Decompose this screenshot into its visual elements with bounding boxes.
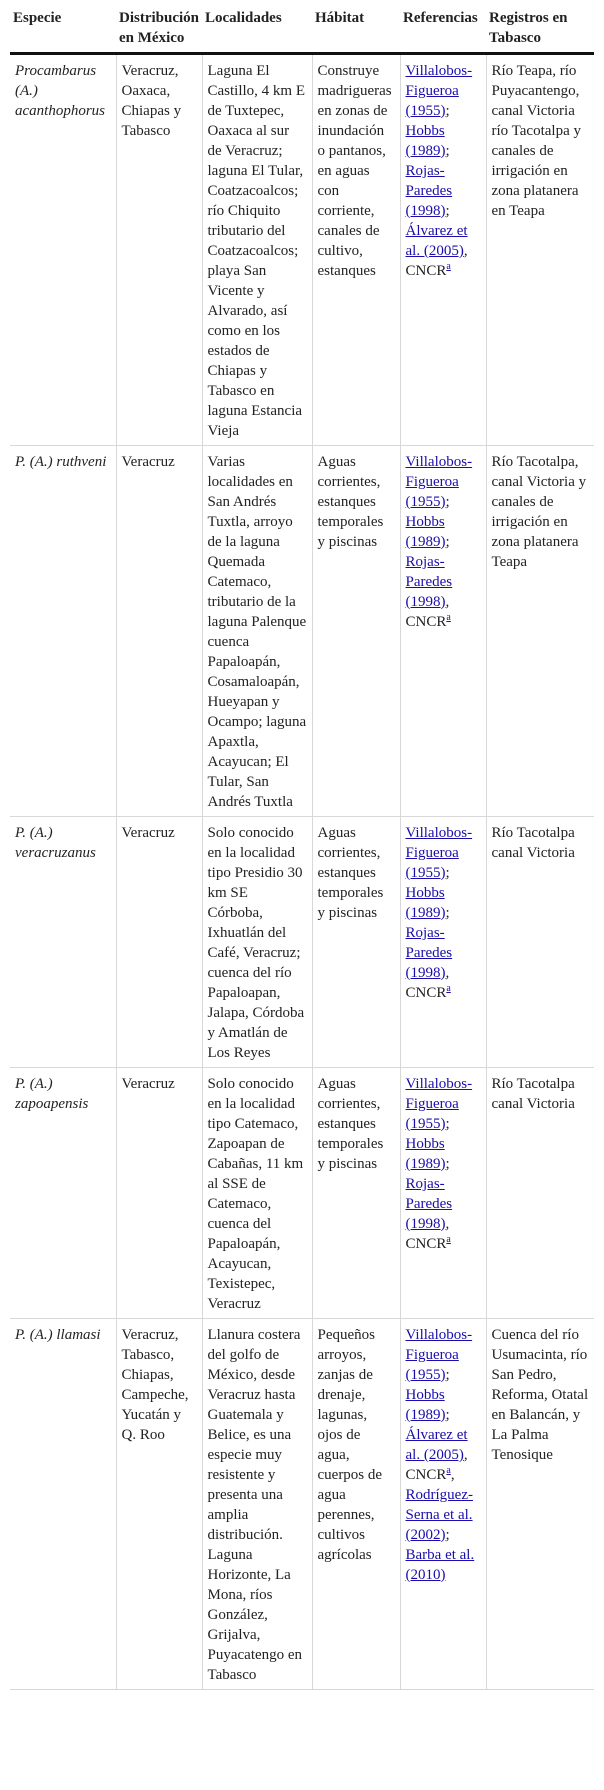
reference-link[interactable]: Villalobos-Figueroa (1955) [405, 1327, 473, 1383]
footnote-link[interactable]: a [446, 1465, 451, 1476]
header-localidades: Localidades [202, 6, 312, 54]
cell-registros: Río Tacotalpa, canal Victoria y canales de irrigación en zona platanera Teapa [486, 446, 594, 817]
reference-link[interactable]: Villalobos-Figueroa (1955) [405, 63, 473, 119]
cell-referencias: Villalobos-Figueroa (1955); Hobbs (1989); Rojas-Paredes (1998), CNCR$^a$ [400, 1068, 486, 1319]
cell-habitat: Aguas corrientes, estanques temporales y piscinas [312, 446, 400, 817]
cell-habitat: Construye madrigueras en zonas de inundación o pantanos, en aguas con corriente, canales de cultivo, estanques [312, 54, 400, 446]
reference-link[interactable]: Villalobos-Figueroa (1955) [405, 825, 473, 881]
reference-link[interactable]: Villalobos-Figueroa (1955) [405, 454, 473, 510]
reference-link[interactable]: Barba et al. (2010) [405, 1547, 475, 1583]
footnote-link[interactable]: a [446, 612, 451, 623]
cncr-label: CNCR [405, 1236, 447, 1252]
cell-distribucion: Veracruz, Oaxaca, Chiapas y Tabasco [116, 54, 202, 446]
footnote-link[interactable]: a [446, 261, 451, 272]
reference-link[interactable]: Álvarez et al. (2005) [405, 1427, 468, 1463]
table-body [10, 54, 594, 1690]
reference-link[interactable]: Villalobos-Figueroa (1955) [405, 1076, 473, 1132]
cell-especie: P. (A.) veracruzanus [10, 817, 116, 1068]
reference-link[interactable]: Álvarez et al. (2005) [405, 223, 468, 259]
cell-especie: P. (A.) llamasi [10, 1319, 116, 1690]
reference-link[interactable]: Rojas-Paredes (1998) [405, 1176, 453, 1232]
species-table [10, 6, 594, 1690]
cell-localidades: Varias localidades en San Andrés Tuxtla, arroyo de la laguna Quemada Catemaco, tributario de la laguna Palenque cuenca Papaloapán, Cosamaloapán, Hueyapan y Ocampo; laguna Apaxtla, Acayucan; El Tular, San Andrés Tuxtla [202, 446, 312, 817]
reference-link[interactable]: Hobbs (1989) [405, 514, 446, 550]
reference-link[interactable]: Hobbs (1989) [405, 1136, 446, 1172]
cell-referencias: Villalobos-Figueroa (1955); Hobbs (1989); Rojas-Paredes (1998), CNCR$^a$ [400, 446, 486, 817]
footnote-link[interactable]: a [446, 983, 451, 994]
footnote-link[interactable]: a [446, 1234, 451, 1245]
cncr-label: CNCR [405, 263, 447, 279]
header-registros: Registros en Tabasco [486, 6, 594, 54]
cell-especie: Procambarus (A.) acanthophorus [10, 54, 116, 446]
reference-link[interactable]: Hobbs (1989) [405, 885, 446, 921]
cell-registros: Río Tacotalpa canal Victoria [486, 1068, 594, 1319]
cell-registros: Río Tacotalpa canal Victoria [486, 817, 594, 1068]
reference-link[interactable]: Hobbs (1989) [405, 123, 446, 159]
table-row [10, 446, 594, 817]
cell-especie: P. (A.) zapoapensis [10, 1068, 116, 1319]
cell-registros: Río Teapa, río Puyacantengo, canal Victoria río Tacotalpa y canales de irrigación en zona platanera en Teapa [486, 54, 594, 446]
cell-habitat: Pequeños arroyos, zanjas de drenaje, lagunas, ojos de agua, cuerpos de agua perennes, cultivos agrícolas [312, 1319, 400, 1690]
cell-localidades: Solo conocido en la localidad tipo Catemaco, Zapoapan de Cabañas, 11 km al SSE de Catemaco, cuenca del Papaloapán, Acayucan, Texistepec, Veracruz [202, 1068, 312, 1319]
cell-especie: P. (A.) ruthveni [10, 446, 116, 817]
cell-referencias: Villalobos-Figueroa (1955); Hobbs (1989); Rojas-Paredes (1998); Álvarez et al. (2005), CNCR$^a$ [400, 54, 486, 446]
cell-localidades: Llanura costera del golfo de México, desde Veracruz hasta Guatemala y Belice, es una especie muy resistente y presenta una amplia distribución. Laguna Horizonte, La Mona, ríos González, Grijalva, Puyacatengo en Tabasco [202, 1319, 312, 1690]
table-row [10, 54, 594, 446]
cncr-label: CNCR [405, 614, 447, 630]
cell-habitat: Aguas corrientes, estanques temporales y piscinas [312, 1068, 400, 1319]
cell-distribucion: Veracruz [116, 446, 202, 817]
reference-link[interactable]: Rojas-Paredes (1998) [405, 554, 453, 610]
cell-distribucion: Veracruz, Tabasco, Chiapas, Campeche, Yucatán y Q. Roo [116, 1319, 202, 1690]
header-distribucion: Distribución en México [116, 6, 202, 54]
cncr-label: CNCR [405, 1467, 447, 1483]
cell-referencias: Villalobos-Figueroa (1955); Hobbs (1989); Álvarez et al. (2005), CNCR$^a$, Rodríguez-Serna et al. (2002); Barba et al. (2010) [400, 1319, 486, 1690]
cncr-label: CNCR [405, 985, 447, 1001]
table-row [10, 1068, 594, 1319]
cell-distribucion: Veracruz [116, 817, 202, 1068]
cell-habitat: Aguas corrientes, estanques temporales y piscinas [312, 817, 400, 1068]
header-habitat: Hábitat [312, 6, 400, 54]
reference-link[interactable]: Rojas-Paredes (1998) [405, 163, 453, 219]
reference-link[interactable]: Rodríguez-Serna et al. (2002) [405, 1487, 473, 1543]
reference-link[interactable]: Hobbs (1989) [405, 1387, 446, 1423]
table-row [10, 1319, 594, 1690]
reference-link[interactable]: Rojas-Paredes (1998) [405, 925, 453, 981]
cell-localidades: Solo conocido en la localidad tipo Presidio 30 km SE Córboba, Ixhuatlán del Café, Veracruz; cuenca del río Papaloapan, Jalapa, Córdoba y Amatlán de Los Reyes [202, 817, 312, 1068]
cell-referencias: Villalobos-Figueroa (1955); Hobbs (1989); Rojas-Paredes (1998), CNCR$^a$ [400, 817, 486, 1068]
header-especie: Especie [10, 6, 116, 54]
cell-localidades: Laguna El Castillo, 4 km E de Tuxtepec, Oaxaca al sur de Veracruz; laguna El Tular, Coatzacoalcos; río Chiquito tributario del Coatzacoalcos; playa San Vicente y Alvarado, así como en los estados de Chiapas y Tabasco en laguna Estancia Vieja [202, 54, 312, 446]
table-row [10, 817, 594, 1068]
header-row [10, 6, 594, 54]
cell-distribucion: Veracruz [116, 1068, 202, 1319]
cell-registros: Cuenca del río Usumacinta, río San Pedro, Reforma, Otatal en Balancán, y La Palma Tenosique [486, 1319, 594, 1690]
header-referencias: Referencias [400, 6, 486, 54]
table-header [10, 6, 594, 54]
